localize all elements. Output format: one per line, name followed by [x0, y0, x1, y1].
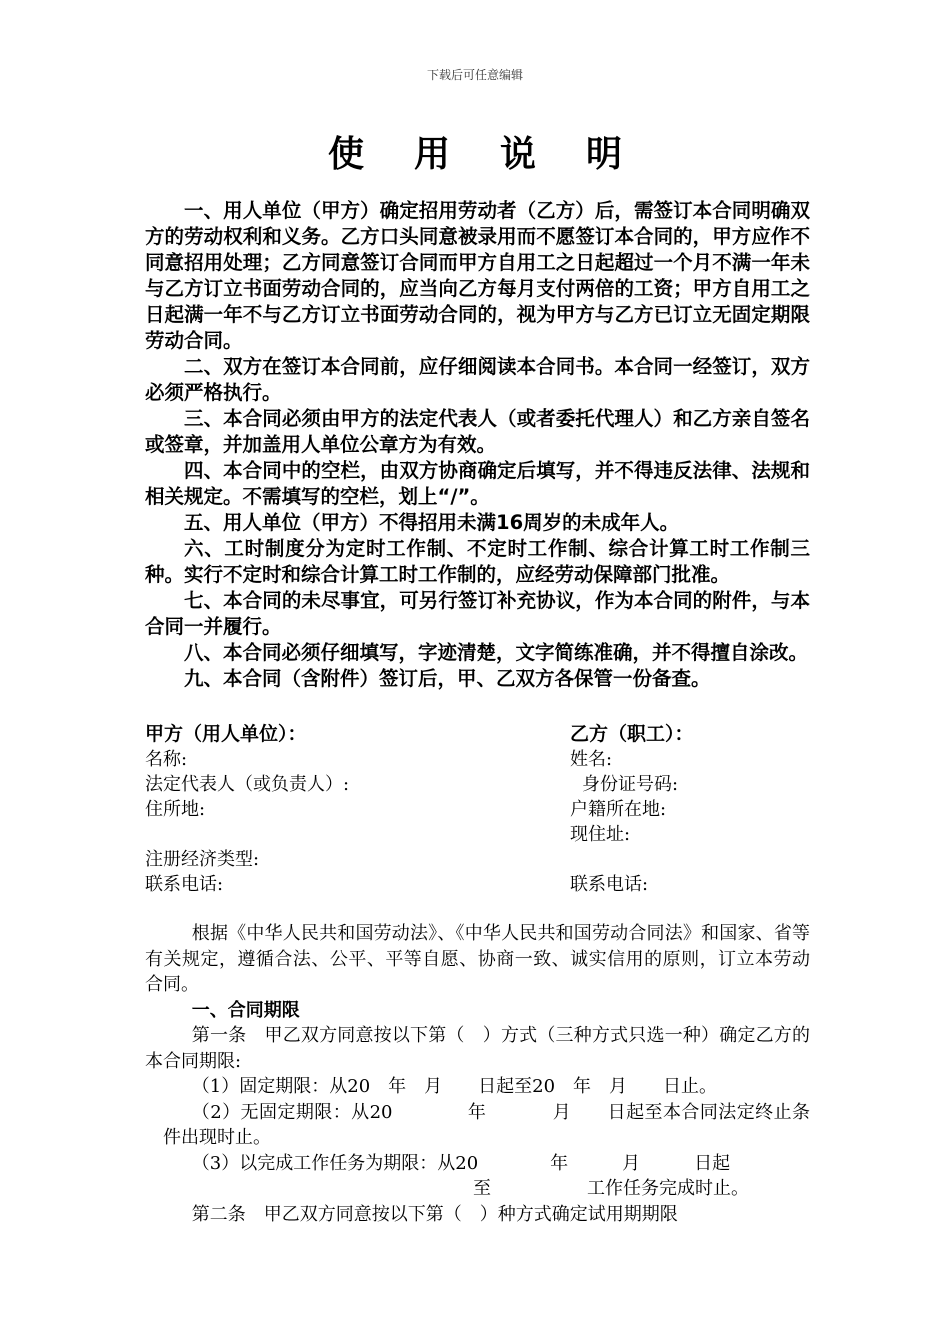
party-row-rep: [145, 772, 810, 797]
instruction-item: 六、工时制度分为定时工作制、不定时工作制、综合计算工时工作制三种。实行不定时和综合计算工时工作制的，应经劳动保障部门批准。: [145, 537, 810, 586]
party-a-phone-label: 联系电话:: [145, 874, 224, 895]
option3-part: 年: [550, 1152, 569, 1174]
header-note: 下载后可任意编辑: [426, 68, 523, 82]
party-b-phone-label: 联系电话:: [570, 874, 649, 895]
instruction-item: 四、本合同中的空栏，由双方协商确定后填写，并不得违反法律、法规和相关规定。不需填写的空栏，划上“/”。: [145, 459, 810, 508]
term-option-task: [145, 1151, 810, 1177]
instruction-item: 三、本合同必须由甲方的法定代表人（或者委托代理人）和乙方亲自签名或签章，并加盖用人单位公章方为有效。: [145, 407, 810, 456]
contract-preamble: 根据《中华人民共和国劳动法》、《中华人民共和国劳动合同法》和国家、省等有关规定，遵循合法、公平、平等自愿、协商一致、诚实信用的原则，订立本劳动合同。: [145, 923, 810, 995]
article-1: 第一条 甲乙双方同意按以下第（ ）方式（三种方式只选一种）确定乙方的本合同期限:: [145, 1025, 810, 1072]
party-b-id-label: 身份证号码:: [582, 774, 679, 795]
party-row-name: [145, 747, 810, 772]
party-headings: [145, 722, 810, 747]
term-option-fixed: （1）固定期限：从20 年 月 日起至20 年 月 日止。: [191, 1076, 718, 1097]
term-option-task-cont: [145, 1176, 810, 1202]
instruction-item: 二、双方在签订本合同前，应仔细阅读本合同书。本合同一经签订，双方必须严格执行。: [145, 355, 810, 404]
option3-part: （3）以完成工作任务为期限：从20: [191, 1152, 479, 1174]
party-row-address: [145, 797, 810, 822]
party-b-residence-label: 现住址:: [570, 824, 631, 845]
party-b-hukou-label: 户籍所在地:: [570, 799, 667, 820]
party-row-econ: [145, 847, 810, 872]
party-row-phone: [145, 872, 810, 897]
option2-part: 日起至本合同法定终止条件出现时止。: [163, 1101, 811, 1148]
term-option-open-ended: [145, 1100, 810, 1151]
party-row-residence: [145, 822, 810, 847]
contract-body: [145, 921, 810, 1227]
instruction-item: 五、用人单位（甲方）不得招用未满16周岁的未成年人。: [184, 511, 680, 534]
option3-part: 工作任务完成时止。: [587, 1178, 749, 1199]
option2-part: （2）无固定期限：从20: [191, 1101, 393, 1123]
page-title: 使用说明: [327, 133, 672, 175]
option3-part: 日起: [694, 1152, 731, 1174]
article-2: 第二条 甲乙双方同意按以下第（ ）种方式确定试用期期限: [191, 1203, 678, 1225]
instructions-section: [145, 198, 810, 692]
party-a-address-label: 住所地:: [145, 799, 206, 820]
instruction-item: 七、本合同的未尽事宜，可另行签订补充协议，作为本合同的附件，与本合同一并履行。: [145, 589, 810, 638]
party-a-heading: 甲方（用人单位）：: [145, 723, 307, 745]
option2-part: 年: [467, 1101, 487, 1123]
party-b-name-label: 姓名:: [570, 749, 613, 770]
party-a-rep-label: 法定代表人（或负责人）:: [145, 774, 350, 795]
instruction-item: 九、本合同（含附件）签订后，甲、乙双方各保管一份备查。: [184, 667, 711, 690]
instruction-item: 一、用人单位（甲方）确定招用劳动者（乙方）后，需签订本合同明确双方的劳动权利和义务。乙方口头同意被录用而不愿签订本合同的，甲方应作不同意招用处理；乙方同意签订合同而甲方自用工之日起超过一个月不满一年未与乙方订立书面劳动合同的，应当向乙方每月支付两倍的工资；甲方自用工之日起满一年不与乙方订立书面劳动合同的，视为甲方与乙方已订立无固定期限劳动合同。: [145, 199, 810, 352]
party-a-name-label: 名称:: [145, 749, 188, 770]
instruction-item: 八、本合同必须仔细填写，字迹清楚，文字简练准确，并不得擅自涂改。: [184, 641, 809, 664]
option2-part: 月: [552, 1101, 572, 1123]
party-b-heading: 乙方（职工）：: [570, 723, 694, 745]
party-a-econ-type-label: 注册经济类型:: [145, 849, 260, 870]
option3-part: 月: [622, 1152, 641, 1174]
section-title: 一、合同期限: [191, 999, 300, 1021]
option3-part: 至: [473, 1178, 491, 1199]
